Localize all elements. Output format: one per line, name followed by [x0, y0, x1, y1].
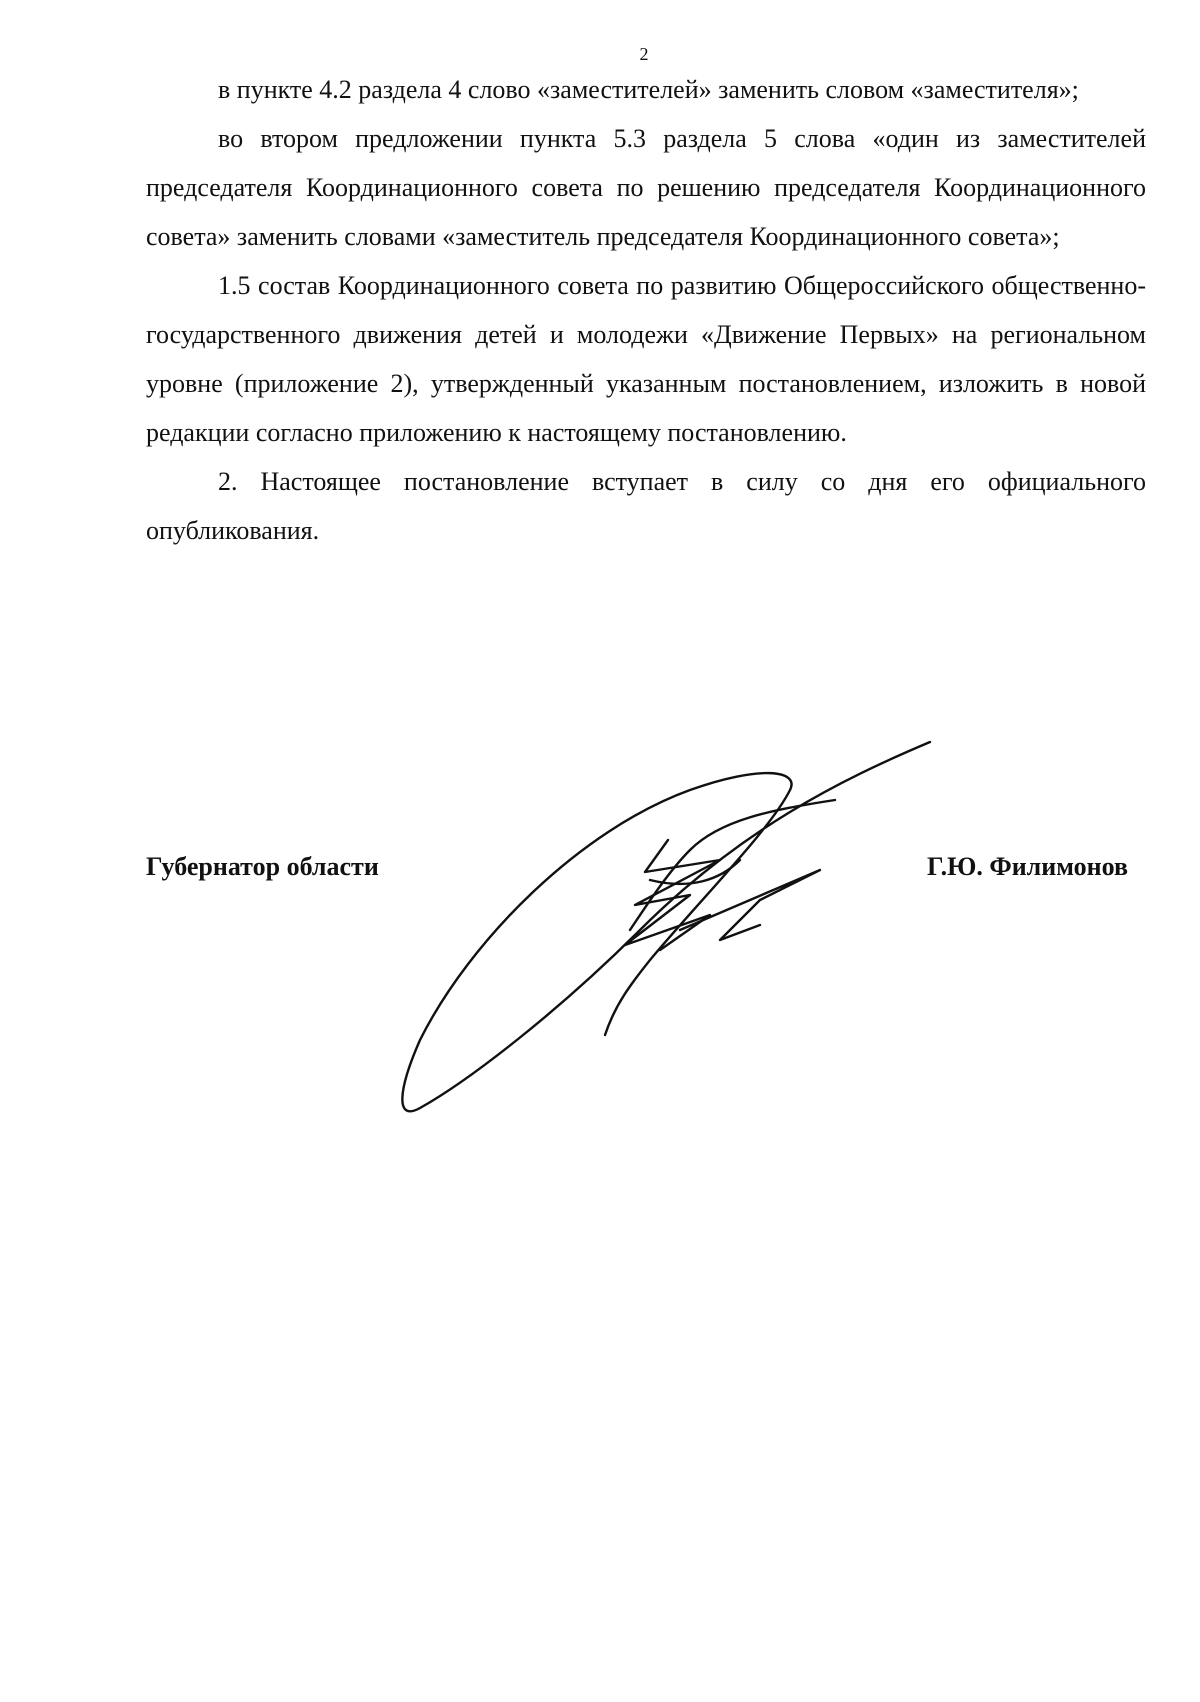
- signer-name: Г.Ю. Филимонов: [926, 852, 1128, 881]
- paragraph-effective-date: 2. Настоящее постановление вступает в силу со дня его официального опубликования.: [146, 467, 1146, 545]
- signer-position: Губернатор области: [146, 852, 379, 881]
- paragraph-item-1-5: 1.5 состав Координационного совета по развитию Общероссийского общественно-государственного движения детей и молодежи «Движение Первых» на региональном уровне (приложение 2), утвержденный указанным постановлением, изложить в новой редакции согласно приложению к настоящему постановлению.: [146, 271, 1146, 447]
- paragraph-item-4-2: в пункте 4.2 раздела 4 слово «заместителей» заменить словом «заместителя»;: [218, 75, 1079, 104]
- page-number: 2: [639, 44, 649, 64]
- paragraph-item-5-3: во втором предложении пункта 5.3 раздела 5 слова «один из заместителей председателя Координационного совета по решению председателя Координационного совета» заменить словами «заместитель председателя Координационного совета»;: [146, 124, 1146, 251]
